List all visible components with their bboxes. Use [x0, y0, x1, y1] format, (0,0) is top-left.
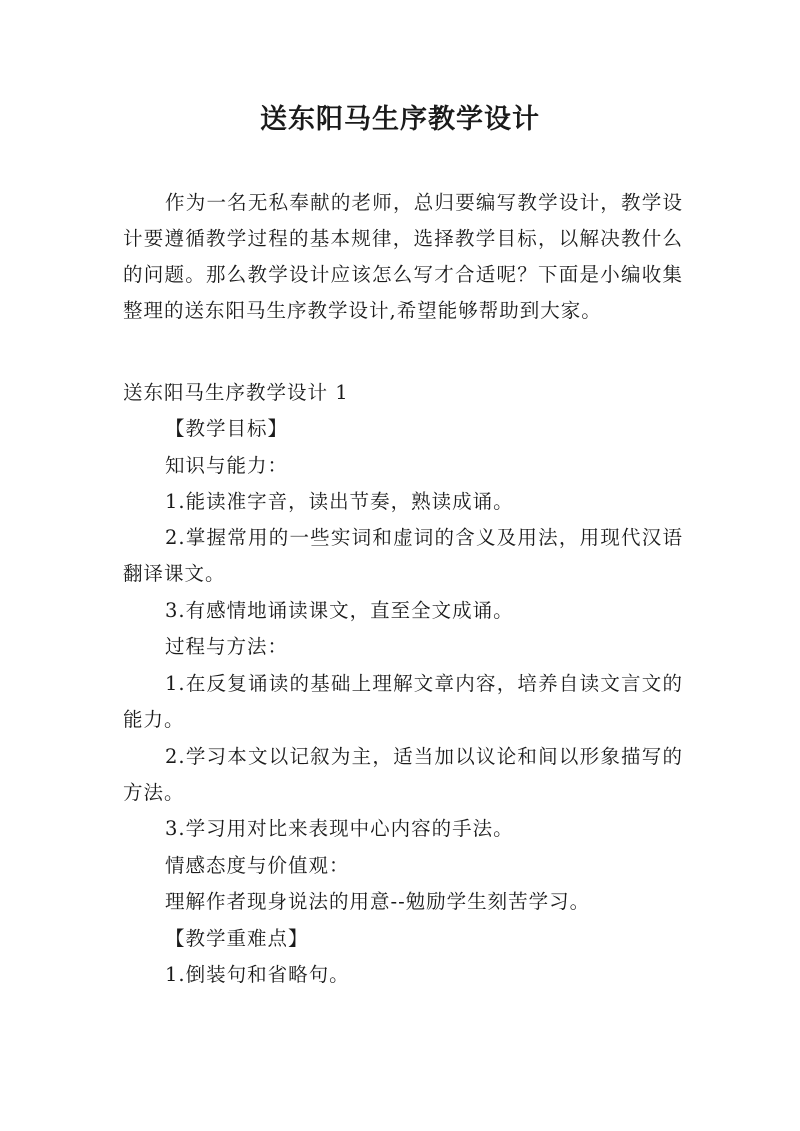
knowledge-item-3: 3.有感情地诵读课文，直至全文成诵。: [165, 599, 514, 622]
emotion-text: 理解作者现身说法的用意--勉励学生刻苦学习。: [165, 890, 591, 913]
intro-paragraph: 作为一名无私奉献的老师，总归要编写教学设计，教学设计要遵循教学过程的基本规律，选择教学目标，以解决教什么的问题。那么教学设计应该怎么写才合适呢？下面是小编收集整理的送东阳马生序教学设计,希望能够帮助到大家。: [123, 191, 683, 322]
difficulty-heading: 【教学重难点】: [165, 927, 309, 950]
knowledge-item-1: 1.能读准字音，读出节奏，熟读成诵。: [165, 490, 514, 513]
section-heading: 送东阳马生序教学设计 1: [123, 381, 349, 404]
process-item-1: 1.在反复诵读的基础上理解文章内容，培养自读文言文的能力。: [123, 672, 683, 731]
difficulty-item-1: 1.倒装句和省略句。: [165, 963, 350, 986]
emotion-heading: 情感态度与价值观：: [165, 854, 350, 877]
process-heading: 过程与方法：: [165, 635, 289, 658]
document-title: 送东阳马生序教学设计: [260, 104, 540, 135]
process-item-2: 2.学习本文以记叙为主，适当加以议论和间以形象描写的方法。: [123, 745, 683, 804]
knowledge-item-2: 2.掌握常用的一些实词和虚词的含义及用法，用现代汉语翻译课文。: [123, 526, 683, 585]
process-item-3: 3.学习用对比来表现中心内容的手法。: [165, 817, 514, 840]
knowledge-heading: 知识与能力：: [165, 454, 289, 477]
goals-heading: 【教学目标】: [165, 417, 289, 440]
